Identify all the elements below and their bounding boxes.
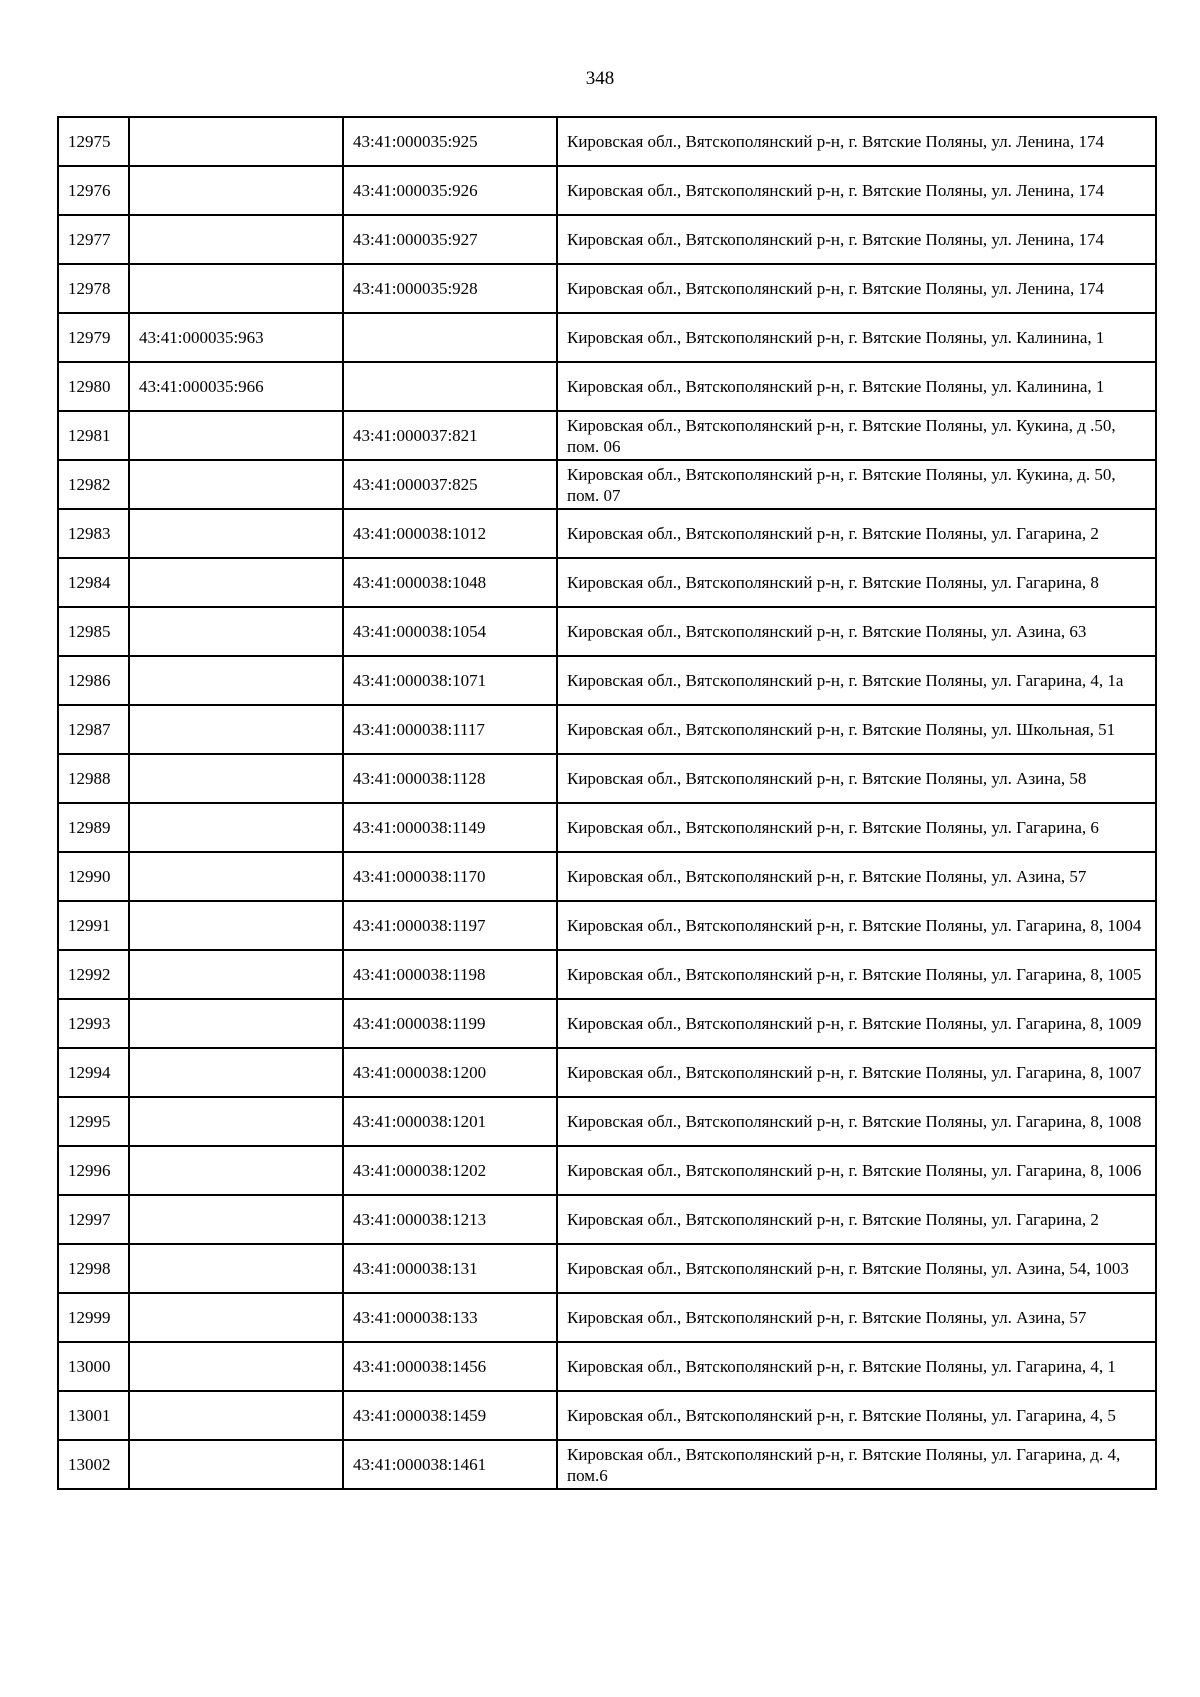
- row-number-cell: 12980: [58, 362, 129, 411]
- cadastral-number-cell: 43:41:000038:1199: [343, 999, 557, 1048]
- address-cell: Кировская обл., Вятскополянский р-н, г. Вятские Поляны, ул. Гагарина, 8: [557, 558, 1156, 607]
- row-number-cell: 12987: [58, 705, 129, 754]
- cadastral-number-cell: [129, 509, 343, 558]
- address-cell: Кировская обл., Вятскополянский р-н, г. Вятские Поляны, ул. Гагарина, 8, 1006: [557, 1146, 1156, 1195]
- row-number-cell: 12999: [58, 1293, 129, 1342]
- cadastral-number-cell: [129, 264, 343, 313]
- address-cell: Кировская обл., Вятскополянский р-н, г. Вятские Поляны, ул. Гагарина, 8, 1004: [557, 901, 1156, 950]
- cadastral-number-cell: [129, 901, 343, 950]
- table-row: [58, 1195, 1156, 1244]
- cadastral-number-cell: [129, 950, 343, 999]
- cadastral-number-cell: 43:41:000035:966: [129, 362, 343, 411]
- cadastral-number-cell: 43:41:000038:1459: [343, 1391, 557, 1440]
- row-number-cell: 12988: [58, 754, 129, 803]
- cadastral-number-cell: 43:41:000035:927: [343, 215, 557, 264]
- table-row: [58, 411, 1156, 460]
- cadastral-number-cell: 43:41:000038:1200: [343, 1048, 557, 1097]
- cadastral-number-cell: 43:41:000038:1198: [343, 950, 557, 999]
- cadastral-number-cell: 43:41:000038:1048: [343, 558, 557, 607]
- cadastral-number-cell: 43:41:000037:825: [343, 460, 557, 509]
- address-cell: Кировская обл., Вятскополянский р-н, г. Вятские Поляны, ул. Школьная, 51: [557, 705, 1156, 754]
- address-cell: Кировская обл., Вятскополянский р-н, г. Вятские Поляны, ул. Калинина, 1: [557, 313, 1156, 362]
- cadastral-number-cell: 43:41:000038:1128: [343, 754, 557, 803]
- row-number-cell: 12985: [58, 607, 129, 656]
- row-number-cell: 12997: [58, 1195, 129, 1244]
- table-row: [58, 607, 1156, 656]
- cadastral-number-cell: 43:41:000038:1149: [343, 803, 557, 852]
- address-cell: Кировская обл., Вятскополянский р-н, г. Вятские Поляны, ул. Азина, 63: [557, 607, 1156, 656]
- row-number-cell: 12996: [58, 1146, 129, 1195]
- address-cell: Кировская обл., Вятскополянский р-н, г. Вятские Поляны, ул. Азина, 57: [557, 852, 1156, 901]
- row-number-cell: 12975: [58, 117, 129, 166]
- address-cell: Кировская обл., Вятскополянский р-н, г. Вятские Поляны, ул. Азина, 57: [557, 1293, 1156, 1342]
- row-number-cell: 12978: [58, 264, 129, 313]
- row-number-cell: 12981: [58, 411, 129, 460]
- cadastral-number-cell: [129, 1048, 343, 1097]
- table-row: [58, 215, 1156, 264]
- table-row: [58, 999, 1156, 1048]
- address-cell: Кировская обл., Вятскополянский р-н, г. Вятские Поляны, ул. Ленина, 174: [557, 117, 1156, 166]
- cadastral-number-cell: 43:41:000038:1197: [343, 901, 557, 950]
- row-number-cell: 12990: [58, 852, 129, 901]
- cadastral-number-cell: [129, 1244, 343, 1293]
- row-number-cell: 12982: [58, 460, 129, 509]
- table-row: [58, 656, 1156, 705]
- table-row: [58, 803, 1156, 852]
- cadastral-number-cell: 43:41:000035:928: [343, 264, 557, 313]
- address-cell: Кировская обл., Вятскополянский р-н, г. Вятские Поляны, ул. Гагарина, 8, 1007: [557, 1048, 1156, 1097]
- address-cell: Кировская обл., Вятскополянский р-н, г. Вятские Поляны, ул. Гагарина, 4, 1а: [557, 656, 1156, 705]
- cadastral-number-cell: [129, 215, 343, 264]
- table-row: [58, 117, 1156, 166]
- table-row: [58, 313, 1156, 362]
- cadastral-number-cell: 43:41:000038:1117: [343, 705, 557, 754]
- address-cell: Кировская обл., Вятскополянский р-н, г. Вятские Поляны, ул. Ленина, 174: [557, 264, 1156, 313]
- table-row: [58, 852, 1156, 901]
- row-number-cell: 12979: [58, 313, 129, 362]
- cadastral-number-cell: [129, 1097, 343, 1146]
- table-row: [58, 950, 1156, 999]
- cadastral-number-cell: [129, 999, 343, 1048]
- cadastral-number-cell: 43:41:000035:926: [343, 166, 557, 215]
- address-cell: Кировская обл., Вятскополянский р-н, г. Вятские Поляны, ул. Гагарина, 8, 1009: [557, 999, 1156, 1048]
- row-number-cell: 12986: [58, 656, 129, 705]
- cadastral-number-cell: [129, 1391, 343, 1440]
- cadastral-number-cell: 43:41:000038:133: [343, 1293, 557, 1342]
- cadastral-number-cell: 43:41:000038:1012: [343, 509, 557, 558]
- cadastral-number-cell: 43:41:000035:925: [343, 117, 557, 166]
- address-cell: Кировская обл., Вятскополянский р-н, г. Вятские Поляны, ул. Калинина, 1: [557, 362, 1156, 411]
- address-cell: Кировская обл., Вятскополянский р-н, г. Вятские Поляны, ул. Азина, 58: [557, 754, 1156, 803]
- table-row: [58, 705, 1156, 754]
- cadastral-number-cell: [129, 460, 343, 509]
- cadastral-number-cell: [129, 754, 343, 803]
- cadastral-number-cell: 43:41:000038:1071: [343, 656, 557, 705]
- row-number-cell: 12983: [58, 509, 129, 558]
- cadastral-number-cell: 43:41:000038:1213: [343, 1195, 557, 1244]
- cadastral-number-cell: 43:41:000037:821: [343, 411, 557, 460]
- address-cell: Кировская обл., Вятскополянский р-н, г. Вятские Поляны, ул. Гагарина, 4, 1: [557, 1342, 1156, 1391]
- table-row: [58, 1097, 1156, 1146]
- cadastral-number-cell: 43:41:000038:1461: [343, 1440, 557, 1489]
- address-cell: Кировская обл., Вятскополянский р-н, г. Вятские Поляны, ул. Гагарина, 2: [557, 1195, 1156, 1244]
- table-row: [58, 1391, 1156, 1440]
- row-number-cell: 13000: [58, 1342, 129, 1391]
- table-row: [58, 558, 1156, 607]
- cadastral-number-cell: [343, 362, 557, 411]
- address-cell: Кировская обл., Вятскополянский р-н, г. Вятские Поляны, ул. Ленина, 174: [557, 166, 1156, 215]
- table-row: [58, 901, 1156, 950]
- row-number-cell: 13001: [58, 1391, 129, 1440]
- cadastral-number-cell: [129, 852, 343, 901]
- address-cell: Кировская обл., Вятскополянский р-н, г. Вятские Поляны, ул. Азина, 54, 1003: [557, 1244, 1156, 1293]
- table-row: [58, 460, 1156, 509]
- table-row: [58, 1440, 1156, 1489]
- table-row: [58, 362, 1156, 411]
- address-cell: Кировская обл., Вятскополянский р-н, г. Вятские Поляны, ул. Ленина, 174: [557, 215, 1156, 264]
- page-number: 348: [585, 68, 615, 89]
- registry-table: [57, 116, 1157, 1490]
- row-number-cell: 12993: [58, 999, 129, 1048]
- cadastral-number-cell: [129, 1195, 343, 1244]
- cadastral-number-cell: [129, 166, 343, 215]
- cadastral-number-cell: [129, 1293, 343, 1342]
- registry-table-body: [58, 117, 1156, 1489]
- cadastral-number-cell: 43:41:000038:131: [343, 1244, 557, 1293]
- table-row: [58, 264, 1156, 313]
- row-number-cell: 12995: [58, 1097, 129, 1146]
- cadastral-number-cell: [129, 1146, 343, 1195]
- address-cell: Кировская обл., Вятскополянский р-н, г. Вятские Поляны, ул. Кукина, д. 50, пом. 07: [557, 460, 1156, 509]
- cadastral-number-cell: 43:41:000035:963: [129, 313, 343, 362]
- row-number-cell: 12992: [58, 950, 129, 999]
- cadastral-number-cell: [129, 705, 343, 754]
- table-row: [58, 1244, 1156, 1293]
- row-number-cell: 12989: [58, 803, 129, 852]
- cadastral-number-cell: [129, 656, 343, 705]
- cadastral-number-cell: 43:41:000038:1201: [343, 1097, 557, 1146]
- address-cell: Кировская обл., Вятскополянский р-н, г. Вятские Поляны, ул. Гагарина, д. 4, пом.6: [557, 1440, 1156, 1489]
- table-row: [58, 1293, 1156, 1342]
- address-cell: Кировская обл., Вятскополянский р-н, г. Вятские Поляны, ул. Гагарина, 4, 5: [557, 1391, 1156, 1440]
- address-cell: Кировская обл., Вятскополянский р-н, г. Вятские Поляны, ул. Кукина, д .50, пом. 06: [557, 411, 1156, 460]
- cadastral-number-cell: [129, 1342, 343, 1391]
- row-number-cell: 12976: [58, 166, 129, 215]
- row-number-cell: 12977: [58, 215, 129, 264]
- cadastral-number-cell: 43:41:000038:1202: [343, 1146, 557, 1195]
- address-cell: Кировская обл., Вятскополянский р-н, г. Вятские Поляны, ул. Гагарина, 8, 1005: [557, 950, 1156, 999]
- table-row: [58, 1342, 1156, 1391]
- cadastral-number-cell: [129, 411, 343, 460]
- cadastral-number-cell: [129, 117, 343, 166]
- table-row: [58, 1048, 1156, 1097]
- row-number-cell: 12994: [58, 1048, 129, 1097]
- row-number-cell: 12991: [58, 901, 129, 950]
- cadastral-number-cell: 43:41:000038:1456: [343, 1342, 557, 1391]
- address-cell: Кировская обл., Вятскополянский р-н, г. Вятские Поляны, ул. Гагарина, 2: [557, 509, 1156, 558]
- cadastral-number-cell: [343, 313, 557, 362]
- row-number-cell: 12984: [58, 558, 129, 607]
- table-row: [58, 754, 1156, 803]
- row-number-cell: 13002: [58, 1440, 129, 1489]
- row-number-cell: 12998: [58, 1244, 129, 1293]
- address-cell: Кировская обл., Вятскополянский р-н, г. Вятские Поляны, ул. Гагарина, 6: [557, 803, 1156, 852]
- cadastral-number-cell: [129, 1440, 343, 1489]
- cadastral-number-cell: [129, 607, 343, 656]
- cadastral-number-cell: [129, 803, 343, 852]
- table-row: [58, 509, 1156, 558]
- table-row: [58, 166, 1156, 215]
- address-cell: Кировская обл., Вятскополянский р-н, г. Вятские Поляны, ул. Гагарина, 8, 1008: [557, 1097, 1156, 1146]
- cadastral-number-cell: [129, 558, 343, 607]
- table-row: [58, 1146, 1156, 1195]
- cadastral-number-cell: 43:41:000038:1170: [343, 852, 557, 901]
- cadastral-number-cell: 43:41:000038:1054: [343, 607, 557, 656]
